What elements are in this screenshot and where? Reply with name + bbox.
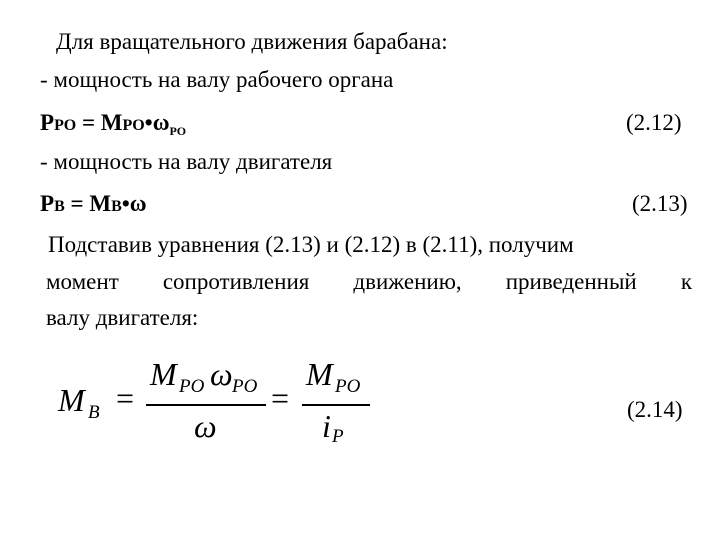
formula-equals-1: = (116, 380, 135, 416)
eq2-P: P (40, 191, 55, 216)
eq1-omega-sub: РО (169, 124, 187, 138)
paragraph-line-3: валу двигателя: (46, 305, 199, 330)
equation-number-2-12: (2.12) (626, 110, 682, 135)
list-item-motor-shaft-power: - мощность на валу двигателя (40, 149, 333, 174)
eq1-equals: = (81, 110, 96, 135)
formula-lhs-M: M (58, 382, 85, 418)
formula-den2-i: i (322, 408, 331, 444)
equation-number-2-13: (2.13) (632, 191, 688, 216)
formula-den2-sub: P (332, 426, 344, 447)
eq1-P-sub: РО (54, 117, 77, 134)
eq2-equals: = (70, 191, 84, 216)
formula-lhs-sub: B (88, 402, 100, 423)
paragraph-line-1: Подставив уравнения (2.13) и (2.12) в (2.11), получим (48, 232, 574, 257)
formula-num2-M: M (306, 356, 333, 392)
list-item-work-shaft-power: - мощность на валу рабочего органа (40, 67, 394, 92)
eq2-omega: ω (129, 191, 147, 216)
eq2-P-sub: В (54, 198, 65, 215)
formula-num2-M-sub: PO (335, 376, 361, 397)
eq1-M-sub: РО (122, 117, 145, 134)
formula-den1-omega: ω (194, 408, 217, 444)
formula-num1-omega: ω (210, 356, 233, 392)
eq1-omega: ω (152, 110, 170, 135)
paragraph-line-2: момент сопротивления движению, приведенный к (46, 269, 692, 294)
formula-num1-M-sub: PO (179, 376, 205, 397)
eq2-dot: • (121, 191, 130, 216)
formula-2-14 (58, 356, 388, 460)
eq2-M: M (89, 191, 112, 216)
formula-equals-2: = (271, 380, 290, 416)
equation-number-2-14: (2.14) (627, 397, 683, 422)
eq1-M: M (100, 110, 123, 135)
intro-text: Для вращательного движения барабана: (56, 29, 448, 54)
formula-fraction-bar-2 (302, 404, 370, 406)
formula-fraction-bar-1 (146, 404, 266, 406)
eq1-P: P (40, 110, 55, 135)
formula-num1-M: M (150, 356, 177, 392)
formula-num1-omega-sub: PO (232, 376, 258, 397)
equation-2-12 (40, 109, 186, 145)
equation-2-13 (40, 190, 147, 221)
eq1-dot: • (144, 110, 153, 135)
eq2-M-sub: В (111, 198, 122, 215)
